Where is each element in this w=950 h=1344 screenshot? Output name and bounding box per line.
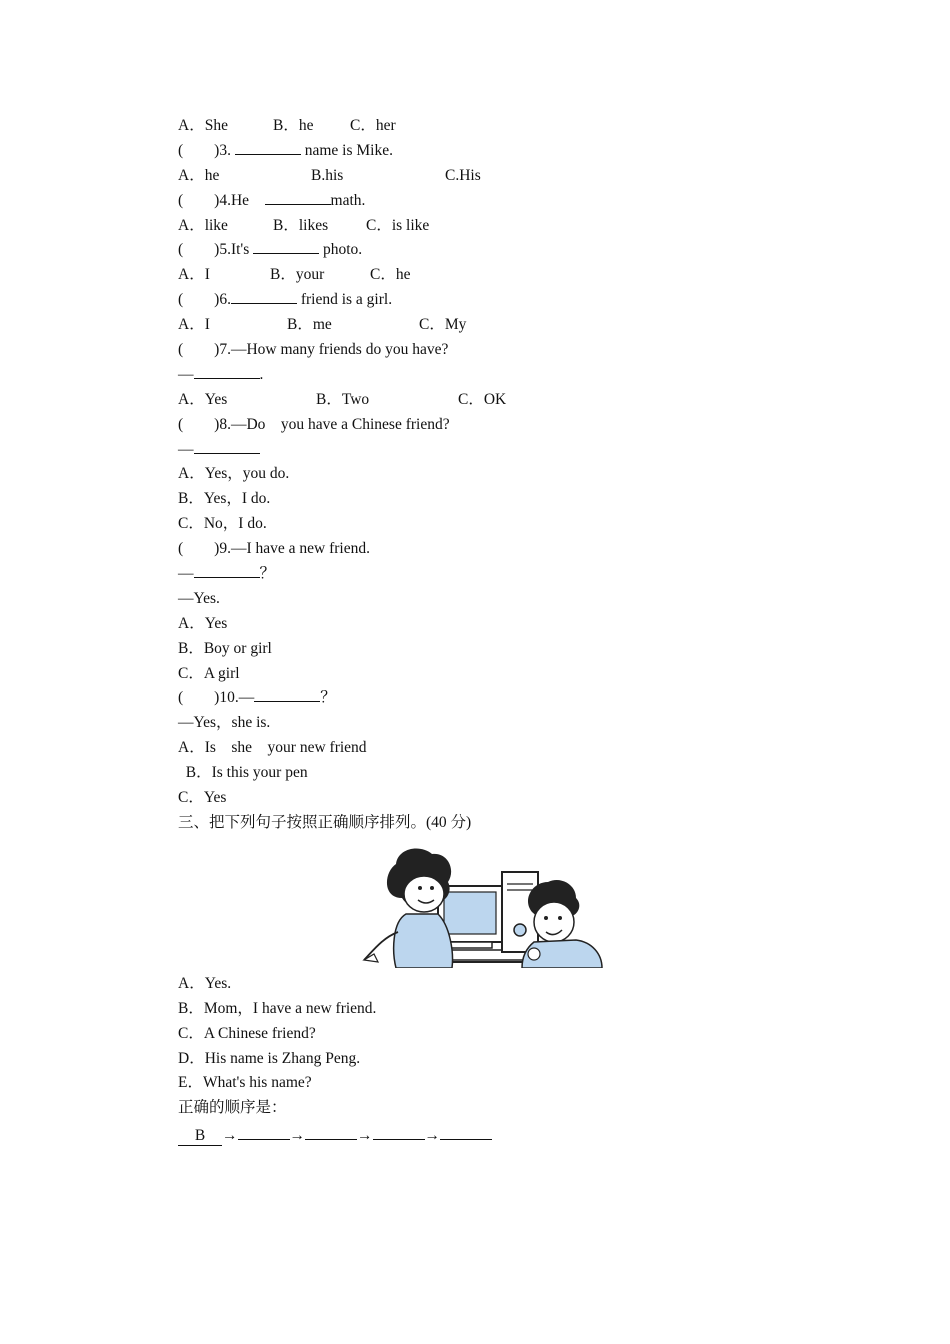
question-9: ( )9.—I have a new friend. xyxy=(178,540,370,558)
q7-option-a: A．Yes xyxy=(178,390,228,408)
order-blank-4[interactable] xyxy=(373,1121,425,1140)
question-4: ( )4.He math. xyxy=(178,189,778,214)
q2-option-c: C．her xyxy=(350,117,396,134)
order-label: 正确的顺序是： xyxy=(178,1099,287,1117)
q3-option-b: B.his xyxy=(311,166,344,184)
q2-option-b: B．he xyxy=(273,117,314,134)
answer-blank[interactable] xyxy=(231,288,297,304)
q2-options xyxy=(178,114,778,139)
answer-blank[interactable] xyxy=(253,238,319,254)
order-blank-5[interactable] xyxy=(440,1121,492,1140)
order-answer-row xyxy=(178,1121,778,1146)
q8-option-a: A．Yes，you do. xyxy=(178,465,290,483)
q10-reply: —Yes，she is. xyxy=(178,714,271,732)
answer-blank[interactable] xyxy=(194,363,260,379)
q9-option-c: C．A girl xyxy=(178,664,240,682)
worksheet-page xyxy=(178,114,778,1146)
q5-option-a: A．I xyxy=(178,266,210,284)
q5-option-c: C．he xyxy=(370,266,411,284)
q4-options xyxy=(178,214,778,239)
sentence-e: E．What's his name? xyxy=(178,1074,312,1092)
q6-options xyxy=(178,313,778,338)
q9-reply: — ？ xyxy=(178,562,778,587)
order-blank-2[interactable] xyxy=(238,1121,290,1140)
order-blank-3[interactable] xyxy=(305,1121,357,1140)
sentence-b: B．Mom，I have a new friend. xyxy=(178,999,377,1017)
question-7: ( )7.—How many friends do you have? xyxy=(178,341,449,359)
question-8: ( )8.—Do you have a Chinese friend? xyxy=(178,415,450,433)
arrow-icon: → xyxy=(222,1127,238,1145)
sentence-a: A．Yes. xyxy=(178,974,232,992)
question-6: ( )6. friend is a girl. xyxy=(178,288,778,313)
q10-option-b: B．Is this your pen xyxy=(178,764,308,782)
q3-option-a: A．he xyxy=(178,166,220,184)
illustration xyxy=(178,836,778,972)
q8-option-b: B．Yes，I do. xyxy=(178,490,271,508)
q9-option-b: B．Boy or girl xyxy=(178,639,272,657)
q8-reply: — xyxy=(178,438,778,463)
q7-option-b: B．Two xyxy=(316,390,370,408)
answer-blank[interactable] xyxy=(194,562,260,578)
arrow-icon: → xyxy=(424,1127,440,1145)
q5-option-b: B．your xyxy=(270,266,325,284)
q2-option-a: A．She xyxy=(178,117,228,134)
question-3: ( )3. name is Mike. xyxy=(178,139,778,164)
q10-option-c: C．Yes xyxy=(178,789,227,807)
q7-reply: — . xyxy=(178,363,778,388)
question-10: ( )10.— ？ xyxy=(178,686,778,711)
question-5: ( )5.It's photo. xyxy=(178,238,778,263)
sentence-d: D．His name is Zhang Peng. xyxy=(178,1049,361,1067)
q6-option-a: A．I xyxy=(178,316,210,334)
q6-option-c: C．My xyxy=(419,316,467,334)
q8-option-c: C．No，I do. xyxy=(178,515,267,533)
q4-option-b: B．likes xyxy=(273,216,329,234)
q5-options xyxy=(178,263,778,288)
order-blank-1[interactable]: B xyxy=(178,1127,222,1146)
q7-options xyxy=(178,388,778,413)
answer-blank[interactable] xyxy=(254,686,320,702)
sentence-c: C．A Chinese friend? xyxy=(178,1024,316,1042)
q3-options xyxy=(178,164,778,189)
q10-option-a: A．Is she your new friend xyxy=(178,739,367,757)
mom-and-boy-with-computer-illustration xyxy=(362,842,624,968)
answer-blank[interactable] xyxy=(265,189,331,205)
q9-reply-2: —Yes. xyxy=(178,589,220,607)
arrow-icon: → xyxy=(357,1127,373,1145)
q7-option-c: C．OK xyxy=(458,390,507,408)
arrow-icon: → xyxy=(289,1127,305,1145)
q4-option-a: A．like xyxy=(178,216,228,234)
q9-option-a: A．Yes xyxy=(178,614,228,632)
answer-blank[interactable] xyxy=(235,139,301,155)
q6-option-b: B．me xyxy=(287,316,332,334)
section-3-title: 三、把下列句子按照正确顺序排列。(40 分) xyxy=(178,813,472,831)
q4-option-c: C．is like xyxy=(366,216,430,234)
q3-option-c: C.His xyxy=(445,166,481,184)
answer-blank[interactable] xyxy=(194,438,260,454)
